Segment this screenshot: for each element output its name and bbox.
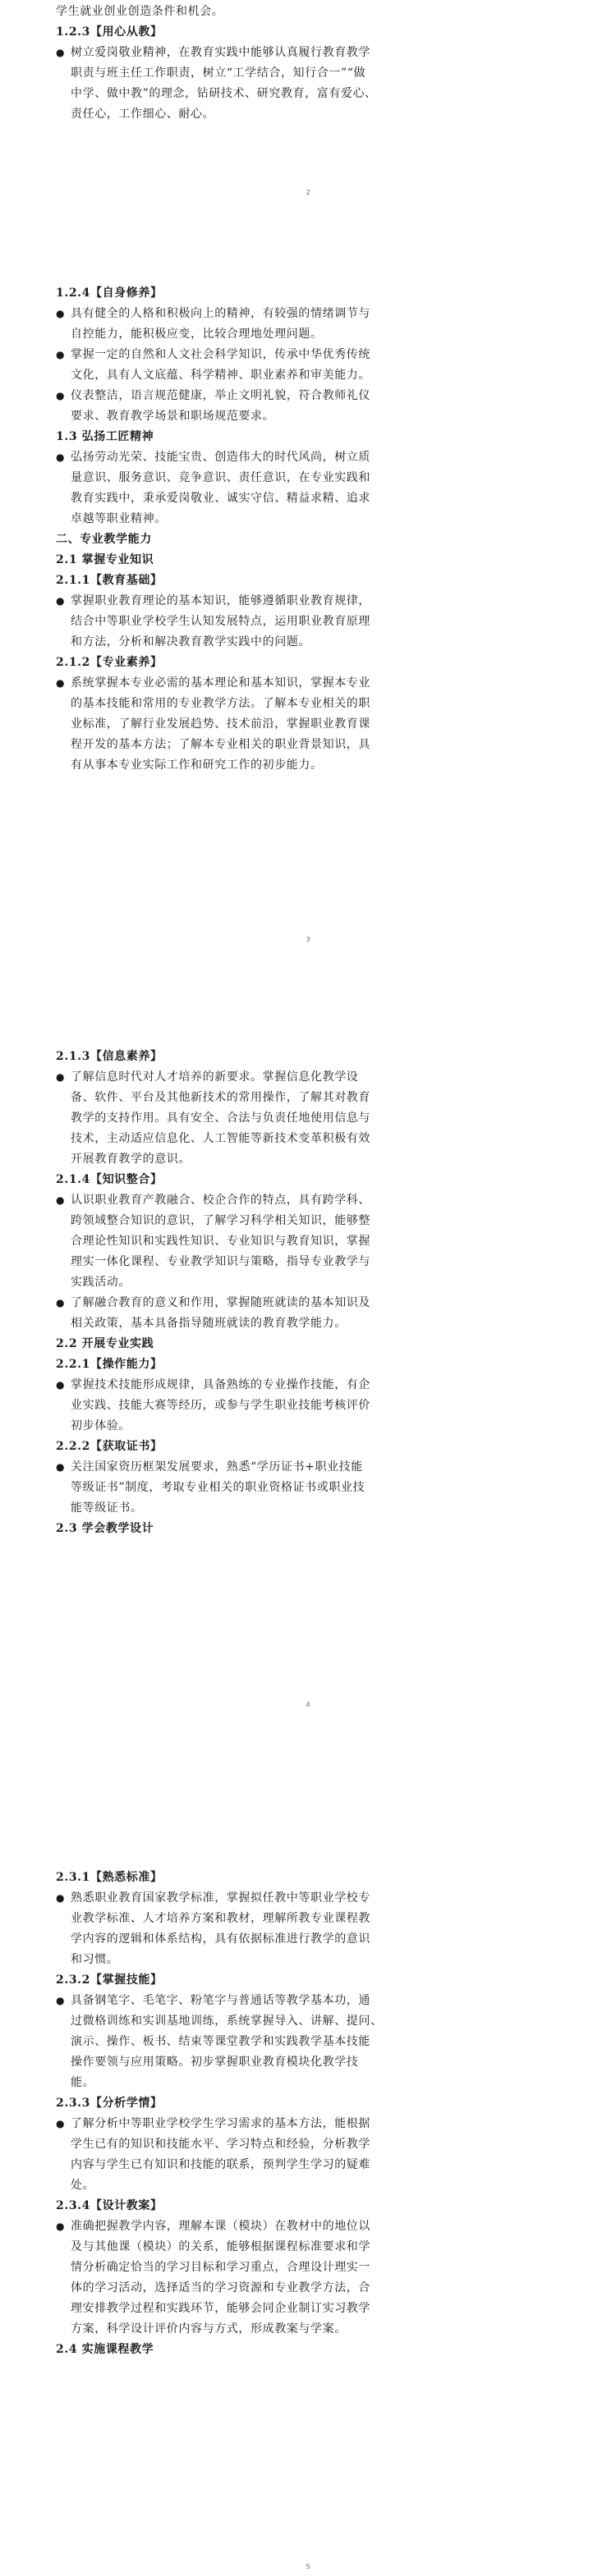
bullet-text-line: 初步体验。 xyxy=(71,1419,131,1432)
bullet-text-line: 开展教育教学的意识。 xyxy=(71,1153,191,1166)
section-heading: 2.3 学会教学设计 xyxy=(56,1522,154,1535)
bullet-text-line: 和习惯。 xyxy=(71,1953,119,1966)
bullet-text-line: 情分析确定恰当的学习目标和学习重点，合理设计理实一 xyxy=(71,2261,370,2274)
page-number: 4 xyxy=(306,1701,310,1708)
section-heading: 2.1.3【信息素养】 xyxy=(56,1050,163,1063)
bullet-text-line: 掌握一定的自然和人文社会科学知识，传承中华优秀传统 xyxy=(71,348,370,361)
bullet-text-line: 操作要领与应用策略。初步掌握职业教育模块化教学技 xyxy=(71,2056,359,2069)
section-heading: 1.2.3【用心从教】 xyxy=(56,25,163,39)
section-heading: 2.3.1【熟悉标准】 xyxy=(56,1871,163,1884)
bullet-text-line: 的基本技能和常用的专业教学方法。了解本专业相关的职 xyxy=(71,697,370,710)
bullet-text-line: 具有健全的人格和积极向上的精神，有较强的情绪调节与 xyxy=(71,307,370,320)
bullet-text-line: 自控能力，能积极应变，比较合理地处理问题。 xyxy=(71,328,323,341)
bullet-item xyxy=(56,1293,565,1334)
bullet-item xyxy=(56,304,565,345)
bullet-text-line: 内容与学生已有知识和技能的联系，预判学生学习的疑难 xyxy=(71,2158,370,2171)
bullet-text-line: 仪表整洁，语言规范健康，举止文明礼貌，符合教师礼仪 xyxy=(71,389,370,402)
bullet-dot-icon: ● xyxy=(56,47,65,58)
bullet-text-line: 责任心，工作细心、耐心。 xyxy=(71,108,215,121)
section-heading: 2.3.2【掌握技能】 xyxy=(56,1973,163,1987)
bullet-dot-icon: ● xyxy=(56,2221,65,2232)
bullet-dot-icon: ● xyxy=(56,677,65,689)
bullet-text-line: 学生已有的知识和技能水平、学习特点和经验，分析教学 xyxy=(71,2138,370,2151)
section-heading: 2.4 实施课程教学 xyxy=(56,2343,154,2356)
bullet-item xyxy=(56,2216,565,2340)
bullet-text-line: 跨领域整合知识的意识，了解学习科学相关知识，能够整 xyxy=(71,1214,370,1227)
bullet-text-line: 卓越等职业精神。 xyxy=(71,512,167,525)
page-2 xyxy=(56,2,565,125)
section-heading: 2.1.4【知识整合】 xyxy=(56,1173,163,1186)
bullet-text-line: 熟悉职业教育国家教学标准，掌握拟任教中等职业学校专 xyxy=(71,1891,370,1904)
bullet-item xyxy=(56,386,565,427)
bullet-text-line: 技术，主动适应信息化、人工智能等新技术变革积极有效 xyxy=(71,1132,370,1145)
bullet-item xyxy=(56,1991,565,2093)
bullet-dot-icon: ● xyxy=(56,308,65,319)
bullet-text-line: 了解融合教育的意义和作用，掌握随班就读的基本知识及 xyxy=(71,1296,370,1309)
bullet-text-line: 有从事本专业实际工作和研究工作的初步能力。 xyxy=(71,759,323,772)
bullet-text-line: 理实一体化课程、专业教学知识与策略，指导专业教学与 xyxy=(71,1255,370,1268)
bullet-text-line: 程开发的基本方法；了解本专业相关的职业背景知识，具 xyxy=(71,738,370,751)
bullet-text-line: 文化，具有人文底蕴、科学精神、职业素养和审美能力。 xyxy=(71,369,370,382)
bullet-text-line: 业实践、技能大赛等经历，或参与学生职业技能考核评价 xyxy=(71,1399,370,1412)
bullet-dot-icon: ● xyxy=(56,390,65,401)
bullet-dot-icon: ● xyxy=(56,595,65,607)
bullet-dot-icon: ● xyxy=(56,1379,65,1391)
page-4 xyxy=(56,1047,565,1539)
bullet-text-line: 结合中等职业学校学生认知发展特点，运用职业教育原理 xyxy=(71,615,370,628)
bullet-dot-icon: ● xyxy=(56,1461,65,1473)
bullet-dot-icon: ● xyxy=(56,349,65,360)
page-5 xyxy=(56,1868,565,2360)
bullet-dot-icon: ● xyxy=(56,1071,65,1083)
text-line: 学生就业创业创造条件和机会。 xyxy=(56,5,224,18)
page-number: 3 xyxy=(306,936,310,943)
bullet-item xyxy=(56,1888,565,1970)
page-3 xyxy=(56,283,565,776)
bullet-text-line: 业教学标准、人才培养方案和教材，理解所教专业课程教 xyxy=(71,1912,370,1925)
bullet-dot-icon: ● xyxy=(56,1995,65,2006)
page-number: 5 xyxy=(306,2563,310,2570)
section-heading: 2.2.1【操作能力】 xyxy=(56,1358,163,1371)
bullet-text-line: 树立爱岗敬业精神，在教育实践中能够认真履行教育教学 xyxy=(71,46,370,59)
section-heading: 2.1 掌握专业知识 xyxy=(56,553,154,566)
bullet-text-line: 了解分析中等职业学校学生学习需求的基本方法，能根据 xyxy=(71,2117,370,2130)
bullet-item xyxy=(56,447,565,529)
bullet-text-line: 演示、操作、板书、结束等课堂教学和实践教学基本技能 xyxy=(71,2035,370,2048)
section-heading: 2.2 开展专业实践 xyxy=(56,1337,154,1350)
bullet-item xyxy=(56,2114,565,2196)
bullet-text-line: 能等级证书。 xyxy=(71,1501,143,1515)
bullet-text-line: 系统掌握本专业必需的基本理论和基本知识，掌握本专业 xyxy=(71,676,370,690)
bullet-item xyxy=(56,43,565,125)
bullet-item xyxy=(56,1375,565,1437)
bullet-item xyxy=(56,1067,565,1170)
bullet-text-line: 认识职业教育产教融合、校企合作的特点，具有跨学科、 xyxy=(71,1194,370,1207)
bullet-text-line: 要求、教育教学场景和职场规范要求。 xyxy=(71,410,275,423)
bullet-text-line: 掌握技术技能形成规律，具备熟练的专业操作技能，有企 xyxy=(71,1378,370,1391)
page-number: 2 xyxy=(306,189,310,196)
section-heading: 1.3 弘扬工匠精神 xyxy=(56,430,154,443)
bullet-text-line: 理安排教学过程和实践环节，能够会同企业制订实习教学 xyxy=(71,2302,370,2315)
section-heading: 二、专业教学能力 xyxy=(56,533,152,546)
bullet-item xyxy=(56,1457,565,1519)
bullet-text-line: 业标准，了解行业发展趋势、技术前沿，掌握职业教育课 xyxy=(71,717,370,731)
bullet-text-line: 了解信息时代对人才培养的新要求。掌握信息化教学设 xyxy=(71,1070,359,1084)
bullet-text-line: 具备钢笔字、毛笔字、粉笔字与普通话等教学基本功，通 xyxy=(71,1994,370,2007)
bullet-text-line: 掌握职业教育理论的基本知识，能够遵循职业教育规律， xyxy=(71,594,370,607)
bullet-text-line: 准确把握教学内容，理解本课（模块）在教材中的地位以 xyxy=(71,2220,370,2233)
bullet-text-line: 体的学习活动，选择适当的学习资源和专业教学方法，合 xyxy=(71,2281,370,2294)
bullet-text-line: 及与其他课（模块）的关系，能够根据课程标准要求和学 xyxy=(71,2240,370,2253)
bullet-text-line: 等级证书”制度，考取专业相关的职业资格证书或职业技 xyxy=(71,1481,365,1494)
bullet-text-line: 量意识、服务意识、竞争意识、责任意识，在专业实践和 xyxy=(71,471,370,484)
bullet-item xyxy=(56,591,565,653)
bullet-text-line: 教育实践中，秉承爱岗敬业、诚实守信、精益求精、追求 xyxy=(71,492,370,505)
bullet-text-line: 相关政策，基本具备指导随班就读的教育教学能力。 xyxy=(71,1317,347,1330)
bullet-item xyxy=(56,673,565,776)
bullet-dot-icon: ● xyxy=(56,1194,65,1206)
bullet-text-line: 备、软件、平台及其他新技术的常用操作，了解其对教育 xyxy=(71,1091,370,1104)
bullet-text-line: 合理论性知识和实践性知识、专业知识与教育知识，掌握 xyxy=(71,1235,370,1248)
bullet-item xyxy=(56,1190,565,1293)
bullet-text-line: 能。 xyxy=(71,2076,95,2089)
bullet-text-line: 教学的支持作用。具有安全、合法与负责任地使用信息与 xyxy=(71,1112,370,1125)
bullet-text-line: 学内容的逻辑和体系结构，具有依据标准进行教学的意识 xyxy=(71,1932,370,1946)
bullet-dot-icon: ● xyxy=(56,1297,65,1309)
bullet-text-line: 处。 xyxy=(71,2179,95,2192)
section-heading: 2.3.4【设计教案】 xyxy=(56,2199,163,2212)
bullet-dot-icon: ● xyxy=(56,2118,65,2129)
bullet-text-line: 弘扬劳动光荣、技能宝贵、创造伟大的时代风尚，树立质 xyxy=(71,451,370,464)
section-heading: 2.2.2【获取证书】 xyxy=(56,1440,163,1453)
bullet-text-line: 过微格训练和实训基地训练，系统掌握导入、讲解、提问、 xyxy=(71,2015,383,2028)
bullet-text-line: 职责与班主任工作职责，树立“工学结合，知行合一”“做 xyxy=(71,66,366,80)
bullet-dot-icon: ● xyxy=(56,451,65,463)
bullet-text-line: 和方法，分析和解决教育教学实践中的问题。 xyxy=(71,635,310,649)
section-heading: 2.3.3【分析学情】 xyxy=(56,2097,163,2110)
bullet-text-line: 中学、做中教”的理念，钻研技术、研究教育，富有爱心、 xyxy=(71,87,377,100)
section-heading: 2.1.2【专业素养】 xyxy=(56,656,163,669)
section-heading: 1.2.4【自身修养】 xyxy=(56,286,163,300)
section-heading: 2.1.1【教育基础】 xyxy=(56,574,163,587)
bullet-text-line: 关注国家资历框架发展要求，熟悉“学历证书+职业技能 xyxy=(71,1460,363,1474)
bullet-item xyxy=(56,345,565,386)
bullet-text-line: 方案，科学设计评价内容与方式，形成教案与学案。 xyxy=(71,2322,347,2335)
bullet-text-line: 实践活动。 xyxy=(71,1276,131,1289)
bullet-dot-icon: ● xyxy=(56,1892,65,1904)
